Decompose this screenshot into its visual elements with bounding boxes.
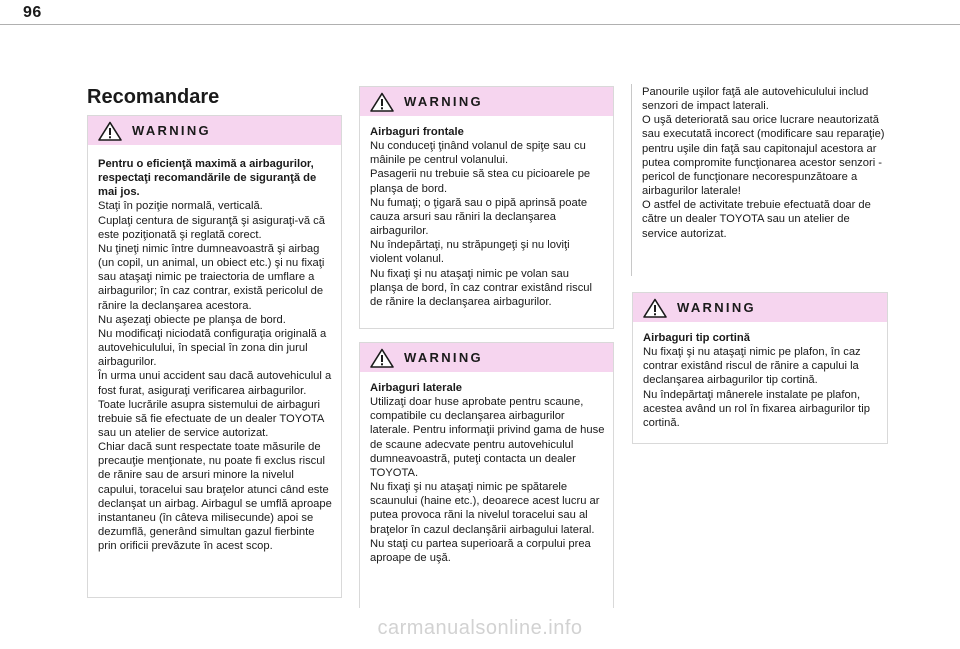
door-sensors-text: Panourile uşilor faţă ale autovehiculului includ senzori de impact laterali. O uşă deteriorată sau orice lucrare neautorizată sau executată incorect (modificare sau reparaţie) pentru uşile din faţă sau capitonajul acestora ar putea compromite funcţionarea acestor senzori - pericol de funcţionare necorespunzătoare a airbagurilor laterale! O astfel de activitate trebuie efectuată doar de către un dealer TOYOTA sau un atelier de service autorizat. bbox=[642, 86, 885, 240]
warning-label: WARNING bbox=[677, 300, 756, 315]
warning-header bbox=[360, 343, 613, 372]
warning-lead: Pentru o eficienţă maximă a airbagurilor, respectaţi recomandările de siguranţă de mai jos. bbox=[98, 158, 317, 199]
warning-label: WARNING bbox=[404, 94, 483, 109]
warning-body bbox=[360, 372, 613, 565]
warning-lead: Airbaguri tip cortină bbox=[643, 332, 750, 344]
watermark: carmanualsonline.info bbox=[377, 617, 583, 639]
warning-box-curtain-airbags bbox=[632, 292, 888, 444]
warning-text: Nu fixaţi şi nu ataşaţi nimic pe plafon, în caz contrar existând riscul de rănire a capului la declanşarea airbagurilor tip cortină. Nu îndepărtaţi mânerele instalate pe plafon, acestea având un rol în fixarea airbagurilor tip cortină. bbox=[643, 346, 870, 429]
warning-text: Nu conduceţi ţinând volanul de spiţe sau cu mâinile pe centrul volanului. Pasagerii nu trebuie să stea cu picioarele pe planşa de bord. Nu fumaţi; o ţigară sau o pipă aprinsă poate cauza arsuri sau răniri la declanşarea airbagurilor. Nu îndepărtaţi, nu străpungeţi şi nu loviţi violent volanul. Nu fixaţi şi nu ataşaţi nimic pe volan sau planşa de bord, în caz contrar existând riscul de rănire la declanşarea airbagurilor. bbox=[370, 140, 593, 308]
column-rule bbox=[631, 84, 632, 276]
warning-triangle-icon bbox=[98, 121, 122, 141]
warning-text: Utilizaţi doar huse aprobate pentru scaune, compatibile cu declanşarea airbagurilor laterale. Pentru informaţii privind gama de huse de scaune adecvate pentru autovehiculul dumneavoastră, puteţi contacta un dealer TOYOTA. Nu fixaţi şi nu ataşaţi nimic pe spătarele scaunului (haine etc.), deoarece acest lucru ar putea provoca răni la nivelul toracelui sau al braţelor în cazul declanşării airbagului lateral. Nu staţi cu partea superioară a corpului prea aproape de uşă. bbox=[370, 396, 605, 564]
warning-label: WARNING bbox=[132, 123, 211, 138]
header-divider bbox=[0, 24, 960, 25]
warning-header bbox=[88, 116, 341, 145]
warning-header bbox=[633, 293, 887, 322]
warning-body bbox=[633, 322, 887, 430]
warning-box-side-airbags bbox=[359, 342, 614, 608]
warning-triangle-icon bbox=[643, 298, 667, 318]
warning-header bbox=[360, 87, 613, 116]
page-number: 96 bbox=[23, 4, 42, 21]
warning-body bbox=[88, 145, 341, 553]
warning-lead: Airbaguri laterale bbox=[370, 382, 463, 394]
warning-label: WARNING bbox=[404, 350, 483, 365]
warning-text: Staţi în poziţie normală, verticală. Cuplaţi centura de siguranţă şi asiguraţi-vă că este poziţionată şi reglată corect. Nu ţineţi nimic între dumneavoastră şi airbag (un copil, un animal, un obiect etc.) şi nu fixaţi sau ataşaţi nimic pe traiectoria de umflare a airbagurilor; în caz contrar, există pericolul de rănire la declanşarea acestora. Nu aşezaţi obiecte pe planşa de bord. Nu modificaţi niciodată configuraţia originală a autovehiculului, în special în zona din jurul airbagurilor. În urma unui accident sau dacă autovehiculul a fost furat, asiguraţi verificarea airbagurilor. Toate lucrările asupra sistemului de airbaguri trebuie să fie efectuate de un dealer TOYOTA sau un atelier de service autorizat. Chiar dacă sunt respectate toate măsurile de precauţie menţionate, nu poate fi exclus riscul de rănire sau de arsuri minore la nivelul capului, toracelui sau braţelor atunci când este declanşat un airbag. Airbagul se umflă aproape instantaneu (în câteva milisecunde) apoi se dezumflă, generând simultan gazul fierbinte prin orificii prevăzute în acest scop. bbox=[98, 200, 332, 553]
warning-triangle-icon bbox=[370, 348, 394, 368]
warning-body bbox=[360, 116, 613, 309]
warning-box-general bbox=[87, 115, 342, 598]
warning-box-frontal-airbags bbox=[359, 86, 614, 329]
section-title: Recomandare bbox=[87, 86, 220, 108]
warning-triangle-icon bbox=[370, 92, 394, 112]
warning-lead: Airbaguri frontale bbox=[370, 126, 464, 138]
